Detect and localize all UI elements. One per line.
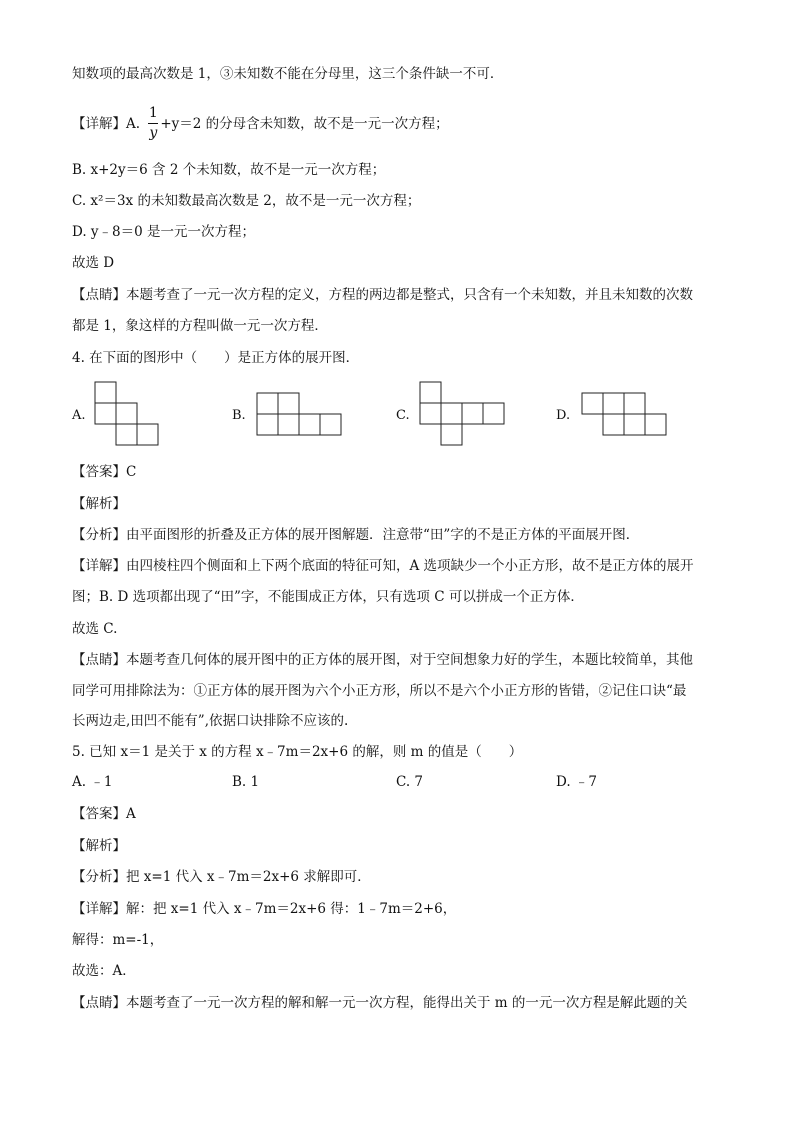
detail-tag: 【详解】	[72, 116, 126, 132]
detail-c-line: C. x²＝3x 的未知数最高次数是 2，故不是一元一次方程；	[72, 193, 421, 209]
fraction-denominator: y	[149, 125, 158, 141]
answer-5: 【答案】A	[72, 806, 136, 822]
figure-c-label: C.	[396, 408, 410, 423]
figure-d	[556, 380, 676, 440]
option-5-b: B. 1	[232, 774, 260, 790]
detail-a-line	[72, 104, 449, 144]
figure-b	[232, 380, 352, 440]
question-4: 4. 在下面的图形中（ ）是正方体的展开图．	[72, 350, 360, 366]
choice-4: 故选 C.	[72, 621, 118, 637]
fraction	[148, 105, 158, 142]
note-line-1: 【点睛】本题考查了一元一次方程的定义，方程的两边都是整式，只含有一个未知数，并且未知数的次数	[72, 287, 693, 303]
analysis-header-4: 【解析】	[72, 496, 126, 512]
analysis-header-5: 【解析】	[72, 838, 126, 854]
option-5-d: D. ﹣7	[556, 774, 598, 790]
detail-d-line: D. y﹣8＝0 是一元一次方程；	[72, 224, 256, 240]
note-4-line-1: 【点睛】本题考查几何体的展开图中的正方体的展开图，对于空间想象力好的学生，本题比较简单，其他	[72, 652, 693, 668]
net-d-shape	[556, 380, 676, 440]
net-b-shape	[232, 380, 352, 440]
detail-a-rest: +y＝2 的分母含未知数，故不是一元一次方程；	[160, 116, 449, 132]
choice-5: 故选：A．	[72, 963, 136, 979]
option-5-a: A. ﹣1	[72, 774, 113, 790]
net-a-shape	[72, 380, 172, 450]
figure-d-label: D.	[556, 408, 571, 423]
choice-line: 故选 D	[72, 255, 115, 271]
note-4-line-2: 同学可用排除法为：①正方体的展开图为六个小正方形，所以不是六个小正方形的皆错，②记住口诀“最	[72, 683, 687, 699]
analysis-5: 【分析】把 x=1 代入 x﹣7m＝2x+6 求解即可．	[72, 869, 371, 885]
text-line-1: 知数项的最高次数是 1，③未知数不能在分母里，这三个条件缺一不可．	[72, 66, 504, 82]
figure-a	[72, 380, 172, 450]
net-c-shape	[396, 380, 516, 450]
figure-b-label: B.	[232, 408, 246, 423]
figure-a-label: A.	[72, 408, 86, 423]
fraction-bar	[148, 123, 158, 124]
fraction-numerator: 1	[148, 105, 158, 121]
note-4-line-3: 长两边走,田凹不能有”,依据口诀排除不应该的.	[72, 713, 349, 729]
option-a-label: A.	[126, 116, 145, 132]
detail-5: 【详解】解：把 x=1 代入 x﹣7m＝2x+6 得：1﹣7m＝2+6，	[72, 901, 457, 917]
figure-c	[396, 380, 516, 450]
detail-4-line-2: 图；B. D 选项都出现了“田”字，不能围成正方体，只有选项 C 可以拼成一个正方体．	[72, 589, 584, 605]
option-5-c: C. 7	[396, 774, 424, 790]
question-5: 5. 已知 x＝1 是关于 x 的方程 x﹣7m＝2x+6 的解，则 m 的值是（ ）	[72, 744, 523, 760]
solution-5: 解得：m=-1，	[72, 932, 164, 948]
detail-4-line-1: 【详解】由四棱柱四个侧面和上下两个底面的特征可知，A 选项缺少一个小正方形，故不是正方体的展开	[72, 558, 694, 574]
answer-4: 【答案】C	[72, 464, 137, 480]
analysis-4: 【分析】由平面图形的折叠及正方体的展开图解题．注意带“田”字的不是正方体的平面展开图．	[72, 527, 640, 543]
note-5: 【点睛】本题考查了一元一次方程的解和解一元一次方程，能得出关于 m 的一元一次方程是解此题的关	[72, 995, 688, 1011]
note-line-2: 都是 1，象这样的方程叫做一元一次方程．	[72, 318, 328, 334]
detail-b-line: B. x+2y＝6 含 2 个未知数，故不是一元一次方程；	[72, 162, 386, 178]
